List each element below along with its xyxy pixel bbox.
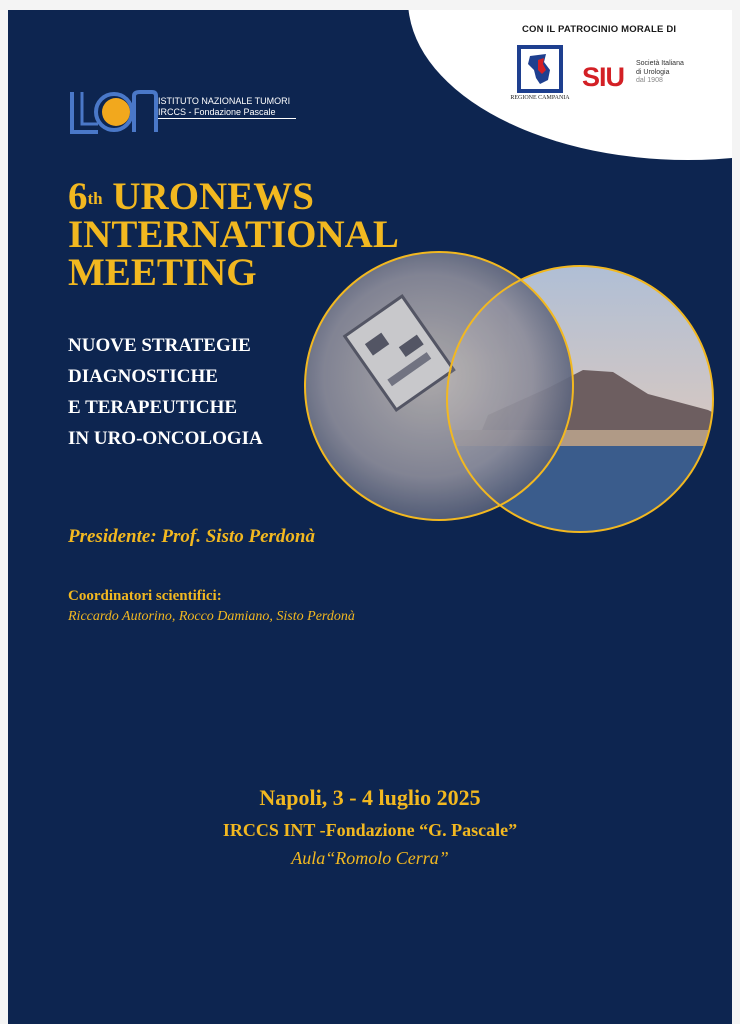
presidente: Presidente: Prof. Sisto Perdonà: [68, 526, 315, 547]
siu-logo: SIU: [582, 62, 625, 92]
subtitle-line: IN URO-ONCOLOGIA: [68, 428, 263, 449]
title-line3: MEETING: [68, 251, 257, 294]
siu-line2: di Urologia: [636, 68, 670, 76]
patronage-title: CON IL PATROCINIO MORALE DI: [522, 24, 677, 35]
subtitle-line: DIAGNOSTICHE: [68, 366, 218, 387]
event-room: Aula“Romolo Cerra”: [291, 848, 449, 868]
event-date: Napoli, 3 - 4 luglio 2025: [259, 785, 481, 810]
event-subtitle: [68, 330, 263, 454]
poster-page: [8, 10, 732, 1024]
institute-line2: IRCCS - Fondazione Pascale: [158, 107, 276, 117]
edition-suffix: th: [87, 189, 103, 208]
title-line2: INTERNATIONAL: [68, 213, 399, 256]
coordinators-label: Coordinatori scientifici:: [68, 588, 222, 604]
subtitle-line: E TERAPEUTICHE: [68, 397, 238, 418]
event-title: [68, 175, 399, 294]
regione-campania-label: REGIONE CAMPANIA: [510, 95, 570, 101]
institute-line1: ISTITUTO NAZIONALE TUMORI: [158, 96, 291, 106]
photo-circles: [8, 10, 732, 610]
event-venue: IRCCS INT -Fondazione “G. Pascale”: [222, 820, 518, 840]
title-word-uronews: URONEWS: [112, 175, 314, 218]
title-line1: [68, 175, 399, 218]
edition-number: 6: [68, 175, 88, 218]
subtitle-line: NUOVE STRATEGIE: [68, 335, 251, 356]
coordinators-names: Riccardo Autorino, Rocco Damiano, Sisto Perdonà: [68, 609, 355, 624]
siu-line1: Società Italiana: [636, 60, 684, 67]
siu-since: dal 1908: [636, 77, 663, 84]
